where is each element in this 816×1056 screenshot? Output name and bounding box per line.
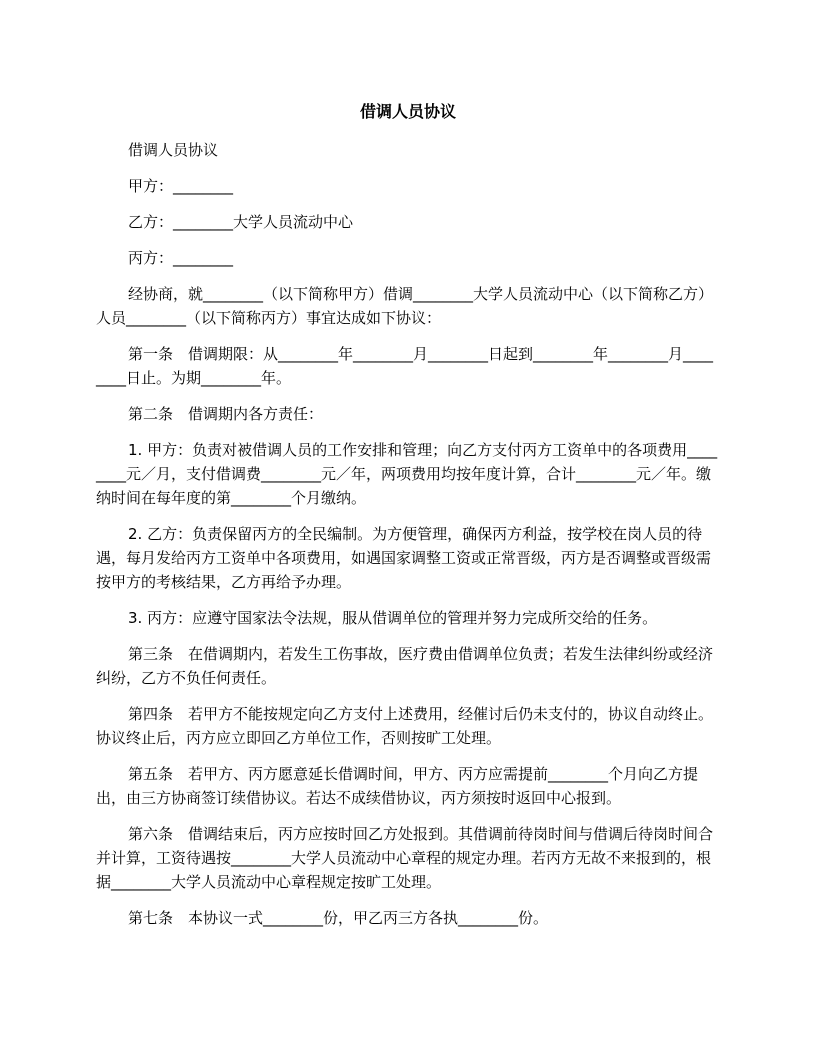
article-2-item-1: 1. 甲方：负责对被借调人员的工作安排和管理；向乙方支付丙方工资单中的各项费用________元／月，支付借调费________元／年，两项费用均按年度计算，合计________元／年。缴纳时间在每年度的第________个月缴纳。 bbox=[96, 441, 718, 507]
subtitle-line: 借调人员协议 bbox=[128, 141, 219, 159]
preamble-paragraph: 经协商，就________（以下简称甲方）借调________大学人员流动中心（以下简称乙方）人员________（以下简称丙方）事宜达成如下协议： bbox=[96, 285, 714, 327]
article-3: 第三条 在借调期内，若发生工伤事故，医疗费由借调单位负责；若发生法律纠纷或经济纠纷，乙方不负任何责任。 bbox=[96, 645, 714, 687]
article-5: 第五条 若甲方、丙方愿意延长借调时间，甲方、丙方应需提前________个月向乙方提出，由三方协商签订续借协议。若达不成续借协议，丙方须按时返回中心报到。 bbox=[96, 765, 699, 807]
party-c-line: 丙方：________ bbox=[128, 249, 234, 267]
article-2-item-3: 3. 丙方：应遵守国家法令法规，服从借调单位的管理并努力完成所交给的任务。 bbox=[128, 609, 658, 627]
article-2-heading: 第二条 借调期内各方责任： bbox=[128, 405, 324, 423]
article-6: 第六条 借调结束后，丙方应按时回乙方处报到。其借调前待岗时间与借调后待岗时间合并计算，工资待遇按________大学人员流动中心章程的规定办理。若丙方无故不来报到的，根据________大学人员流动中心章程规定按旷工处理。 bbox=[96, 825, 714, 891]
article-2-item-2: 2. 乙方：负责保留丙方的全民编制。为方便管理，确保丙方利益，按学校在岗人员的待遇，每月发给丙方工资单中各项费用，如遇国家调整工资或正常晋级，丙方是否调整或晋级需按甲方的考核结果，乙方再给予办理。 bbox=[96, 525, 712, 591]
document-title: 借调人员协议 bbox=[359, 102, 456, 121]
party-a-line: 甲方：________ bbox=[128, 177, 234, 195]
article-7: 第七条 本协议一式________份，甲乙丙三方各执________份。 bbox=[128, 909, 549, 927]
article-4: 第四条 若甲方不能按规定向乙方支付上述费用，经催讨后仍未支付的，协议自动终止。协议终止后，丙方应立即回乙方单位工作，否则按旷工处理。 bbox=[96, 705, 714, 747]
article-1: 第一条 借调期限：从________年________月________日起到________年________月________日止。为期________年。 bbox=[96, 345, 714, 387]
party-b-line: 乙方：________大学人员流动中心 bbox=[128, 213, 354, 231]
